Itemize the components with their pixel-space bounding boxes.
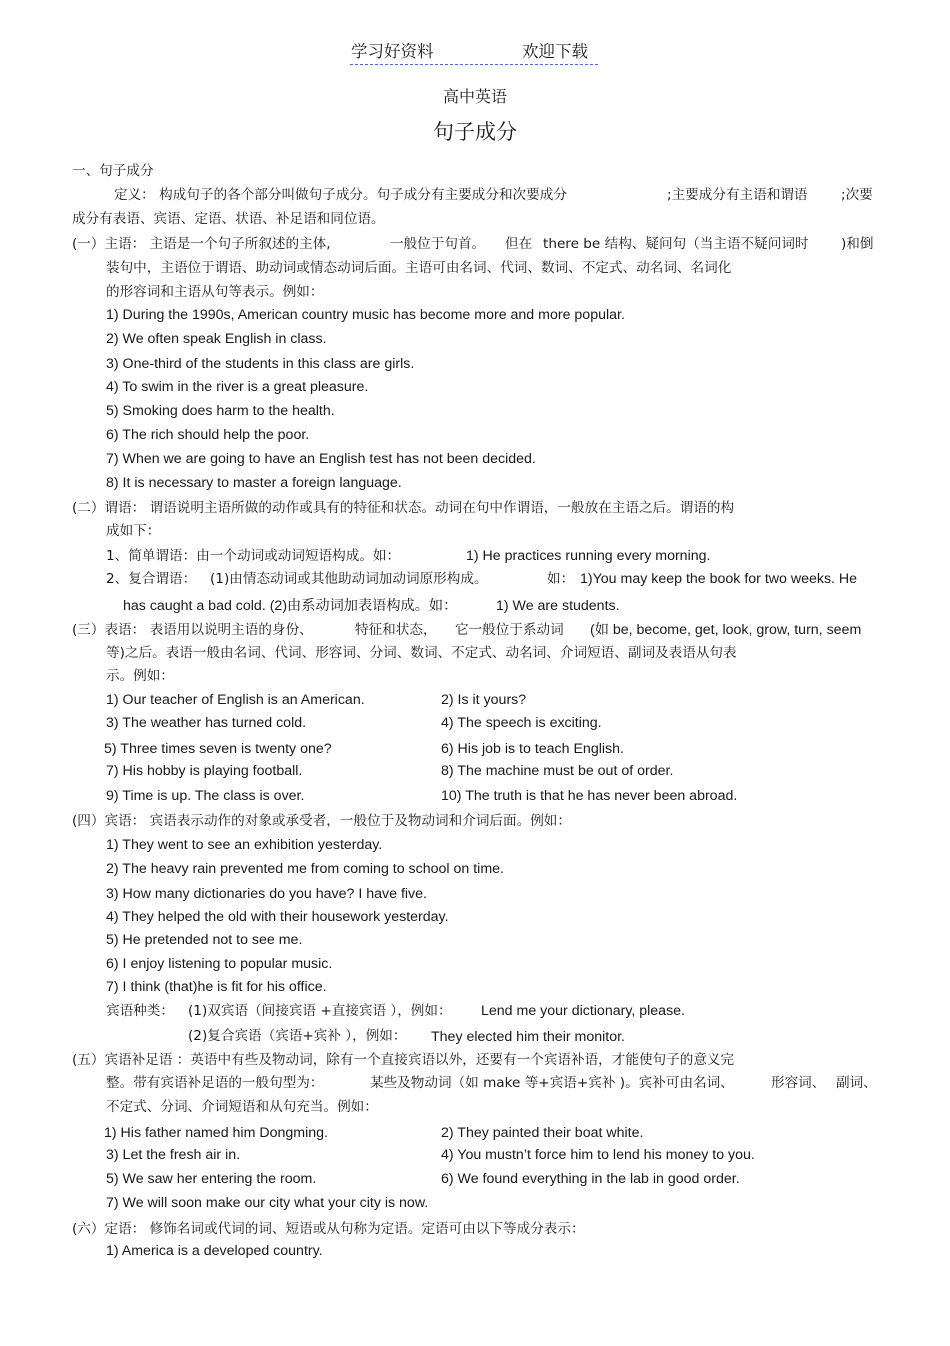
predicative-line-2: 等)之后。表语一般由名词、代词、形容词、分词、数词、不定式、动名词、介词短语、副词及表语从句表 — [106, 645, 737, 661]
predicative-line-1d: (如 be, become, get, look, grow, turn, seem — [590, 622, 862, 638]
object-kind-1-example: Lend me your dictionary, please. — [481, 1003, 685, 1019]
header-left: 学习好资料 — [351, 42, 434, 61]
definition-line-2: 成分有表语、宾语、定语、状语、补足语和同位语。 — [72, 211, 385, 227]
complement-line-2a: 整。带有宾语补足语的一般句型为： — [106, 1075, 324, 1091]
predicative-line-1c: 它一般位于系动词 — [455, 622, 564, 638]
predicative-line-1a: (三）表语： 表语用以说明主语的身份、 — [72, 622, 313, 638]
complement-example: 5) We saw her entering the room. — [106, 1171, 317, 1187]
subtitle: 高中英语 — [442, 87, 507, 106]
simple-predicate-example: 1) He practices running every morning. — [466, 548, 711, 564]
attributive-line-1: (六）定语： 修饰名词或代词的词、短语或从句称为定语。定语可由以下等成分表示： — [72, 1221, 585, 1237]
subject-example: 5) Smoking does harm to the health. — [106, 403, 335, 419]
subject-example: 7) When we are going to have an English test has not been decided. — [106, 451, 536, 467]
subject-line-1a: (一）主语： 主语是一个句子所叙述的主体, — [72, 236, 331, 252]
complement-line-2d: 副词、 — [836, 1075, 877, 1091]
complement-example: 7) We will soon make our city what your city is now. — [106, 1195, 429, 1211]
subject-line-1b: 一般位于句首。 — [390, 236, 486, 252]
subject-example: 2) We often speak English in class. — [106, 331, 327, 347]
subject-example: 6) The rich should help the poor. — [106, 427, 310, 443]
object-line-1: (四）宾语： 宾语表示动作的对象或承受者，一般位于及物动词和介词后面。例如： — [72, 813, 571, 829]
predicate-line-1: (二）谓语： 谓语说明主语所做的动作或具有的特征和状态。动词在句中作谓语，一般放在主语之后。谓语的构 — [72, 500, 735, 516]
page-title: 句子成分 — [433, 120, 517, 144]
object-example: 6) I enjoy listening to popular music. — [106, 956, 333, 972]
complement-example: 2) They painted their boat white. — [441, 1125, 644, 1141]
object-kind-1: (1)双宾语（间接宾语 +直接宾语 ），例如： — [188, 1003, 452, 1019]
definition-line-1: 定义： 构成句子的各个部分叫做句子成分。句子成分有主要成分和次要成分 — [114, 187, 567, 203]
predicative-example: 10) The truth is that he has never been abroad. — [441, 788, 738, 804]
header-right: 欢迎下载 — [522, 42, 588, 61]
subject-line-3: 的形容词和主语从句等表示。例如： — [106, 284, 324, 300]
compound-predicate-label: 2、复合谓语： — [106, 571, 197, 587]
complement-line-3: 不定式、分词、介词短语和从句充当。例如： — [106, 1099, 378, 1115]
object-example: 7) I think (that)he is fit for his office. — [106, 979, 327, 995]
compound-predicate-line-2a: has caught a bad cold. (2)由系动词加表语构成。如： — [123, 598, 458, 614]
compound-predicate-c: 1)You may keep the book for two weeks. He — [580, 571, 858, 587]
compound-predicate-b: 如： — [547, 571, 575, 587]
object-example: 3) How many dictionaries do you have? I have five. — [106, 886, 427, 902]
predicative-line-3: 示。例如： — [106, 668, 174, 684]
predicative-example: 6) His job is to teach English. — [441, 741, 624, 757]
subject-example: 3) One-third of the students in this class are girls. — [106, 356, 415, 372]
predicative-example: 8) The machine must be out of order. — [441, 763, 674, 779]
compound-predicate-line-2b: 1) We are students. — [496, 598, 620, 614]
compound-predicate-a: (1)由情态动词或其他助动词加动词原形构成。 — [210, 571, 488, 587]
predicate-line-2: 成如下： — [106, 523, 161, 539]
subject-line-1c: 但在 — [505, 236, 533, 252]
subject-line-1d: there be 结构、疑问句（当主语不疑问词时 — [543, 236, 809, 252]
definition-line-1b: ;主要成分有主语和谓语 — [667, 187, 808, 203]
object-example: 4) They helped the old with their housework yesterday. — [106, 909, 449, 925]
object-kind-2-example: They elected him their monitor. — [431, 1029, 625, 1045]
complement-line-2c: 形容词、 — [771, 1075, 826, 1091]
predicative-example: 3) The weather has turned cold. — [106, 715, 307, 731]
complement-example: 6) We found everything in the lab in good order. — [441, 1171, 740, 1187]
predicative-example: 7) His hobby is playing football. — [106, 763, 303, 779]
complement-example: 4) You mustn’t force him to lend his money to you. — [441, 1147, 755, 1163]
complement-line-1: (五）宾语补足语 ：英语中有些及物动词，除有一个直接宾语以外，还要有一个宾语补语，才能使句子的意义完 — [72, 1052, 735, 1068]
predicative-example: 4) The speech is exciting. — [441, 715, 602, 731]
section-heading: 一、句子成分 — [72, 163, 154, 179]
definition-line-1c: ;次要 — [841, 187, 873, 203]
predicative-line-1b: 特征和状态， — [355, 622, 437, 638]
predicative-example: 5) Three times seven is twenty one? — [104, 741, 332, 757]
object-example: 5) He pretended not to see me. — [106, 932, 303, 948]
subject-example: 8) It is necessary to master a foreign language. — [106, 475, 402, 491]
simple-predicate-label: 1、简单谓语：由一个动词或动词短语构成。如： — [106, 548, 401, 564]
object-kinds-label: 宾语种类： — [106, 1003, 174, 1019]
object-example: 1) They went to see an exhibition yesterday. — [106, 837, 383, 853]
predicative-example: 1) Our teacher of English is an American. — [106, 692, 365, 708]
object-kind-2: (2)复合宾语（宾语+宾补 ），例如： — [188, 1028, 407, 1044]
subject-example: 1) During the 1990s, American country music has become more and more popular. — [106, 307, 625, 323]
predicative-example: 2) Is it yours? — [441, 692, 527, 708]
predicative-example: 9) Time is up. The class is over. — [106, 788, 305, 804]
complement-example: 3) Let the fresh air in. — [106, 1147, 241, 1163]
subject-line-2: 装句中，主语位于谓语、助动词或情态动词后面。主语可由名词、代词、数词、不定式、动名词、名词化 — [106, 260, 732, 276]
attributive-example: 1) America is a developed country. — [106, 1243, 323, 1259]
complement-example: 1) His father named him Dongming. — [104, 1125, 328, 1141]
header-dashed-rule — [350, 64, 598, 65]
subject-example: 4) To swim in the river is a great pleasure. — [106, 379, 369, 395]
subject-line-1e: )和倒 — [841, 236, 874, 252]
complement-line-2b: 某些及物动词（如 make 等+宾语+宾补 )。宾补可由名词、 — [370, 1075, 734, 1091]
object-example: 2) The heavy rain prevented me from coming to school on time. — [106, 861, 504, 877]
